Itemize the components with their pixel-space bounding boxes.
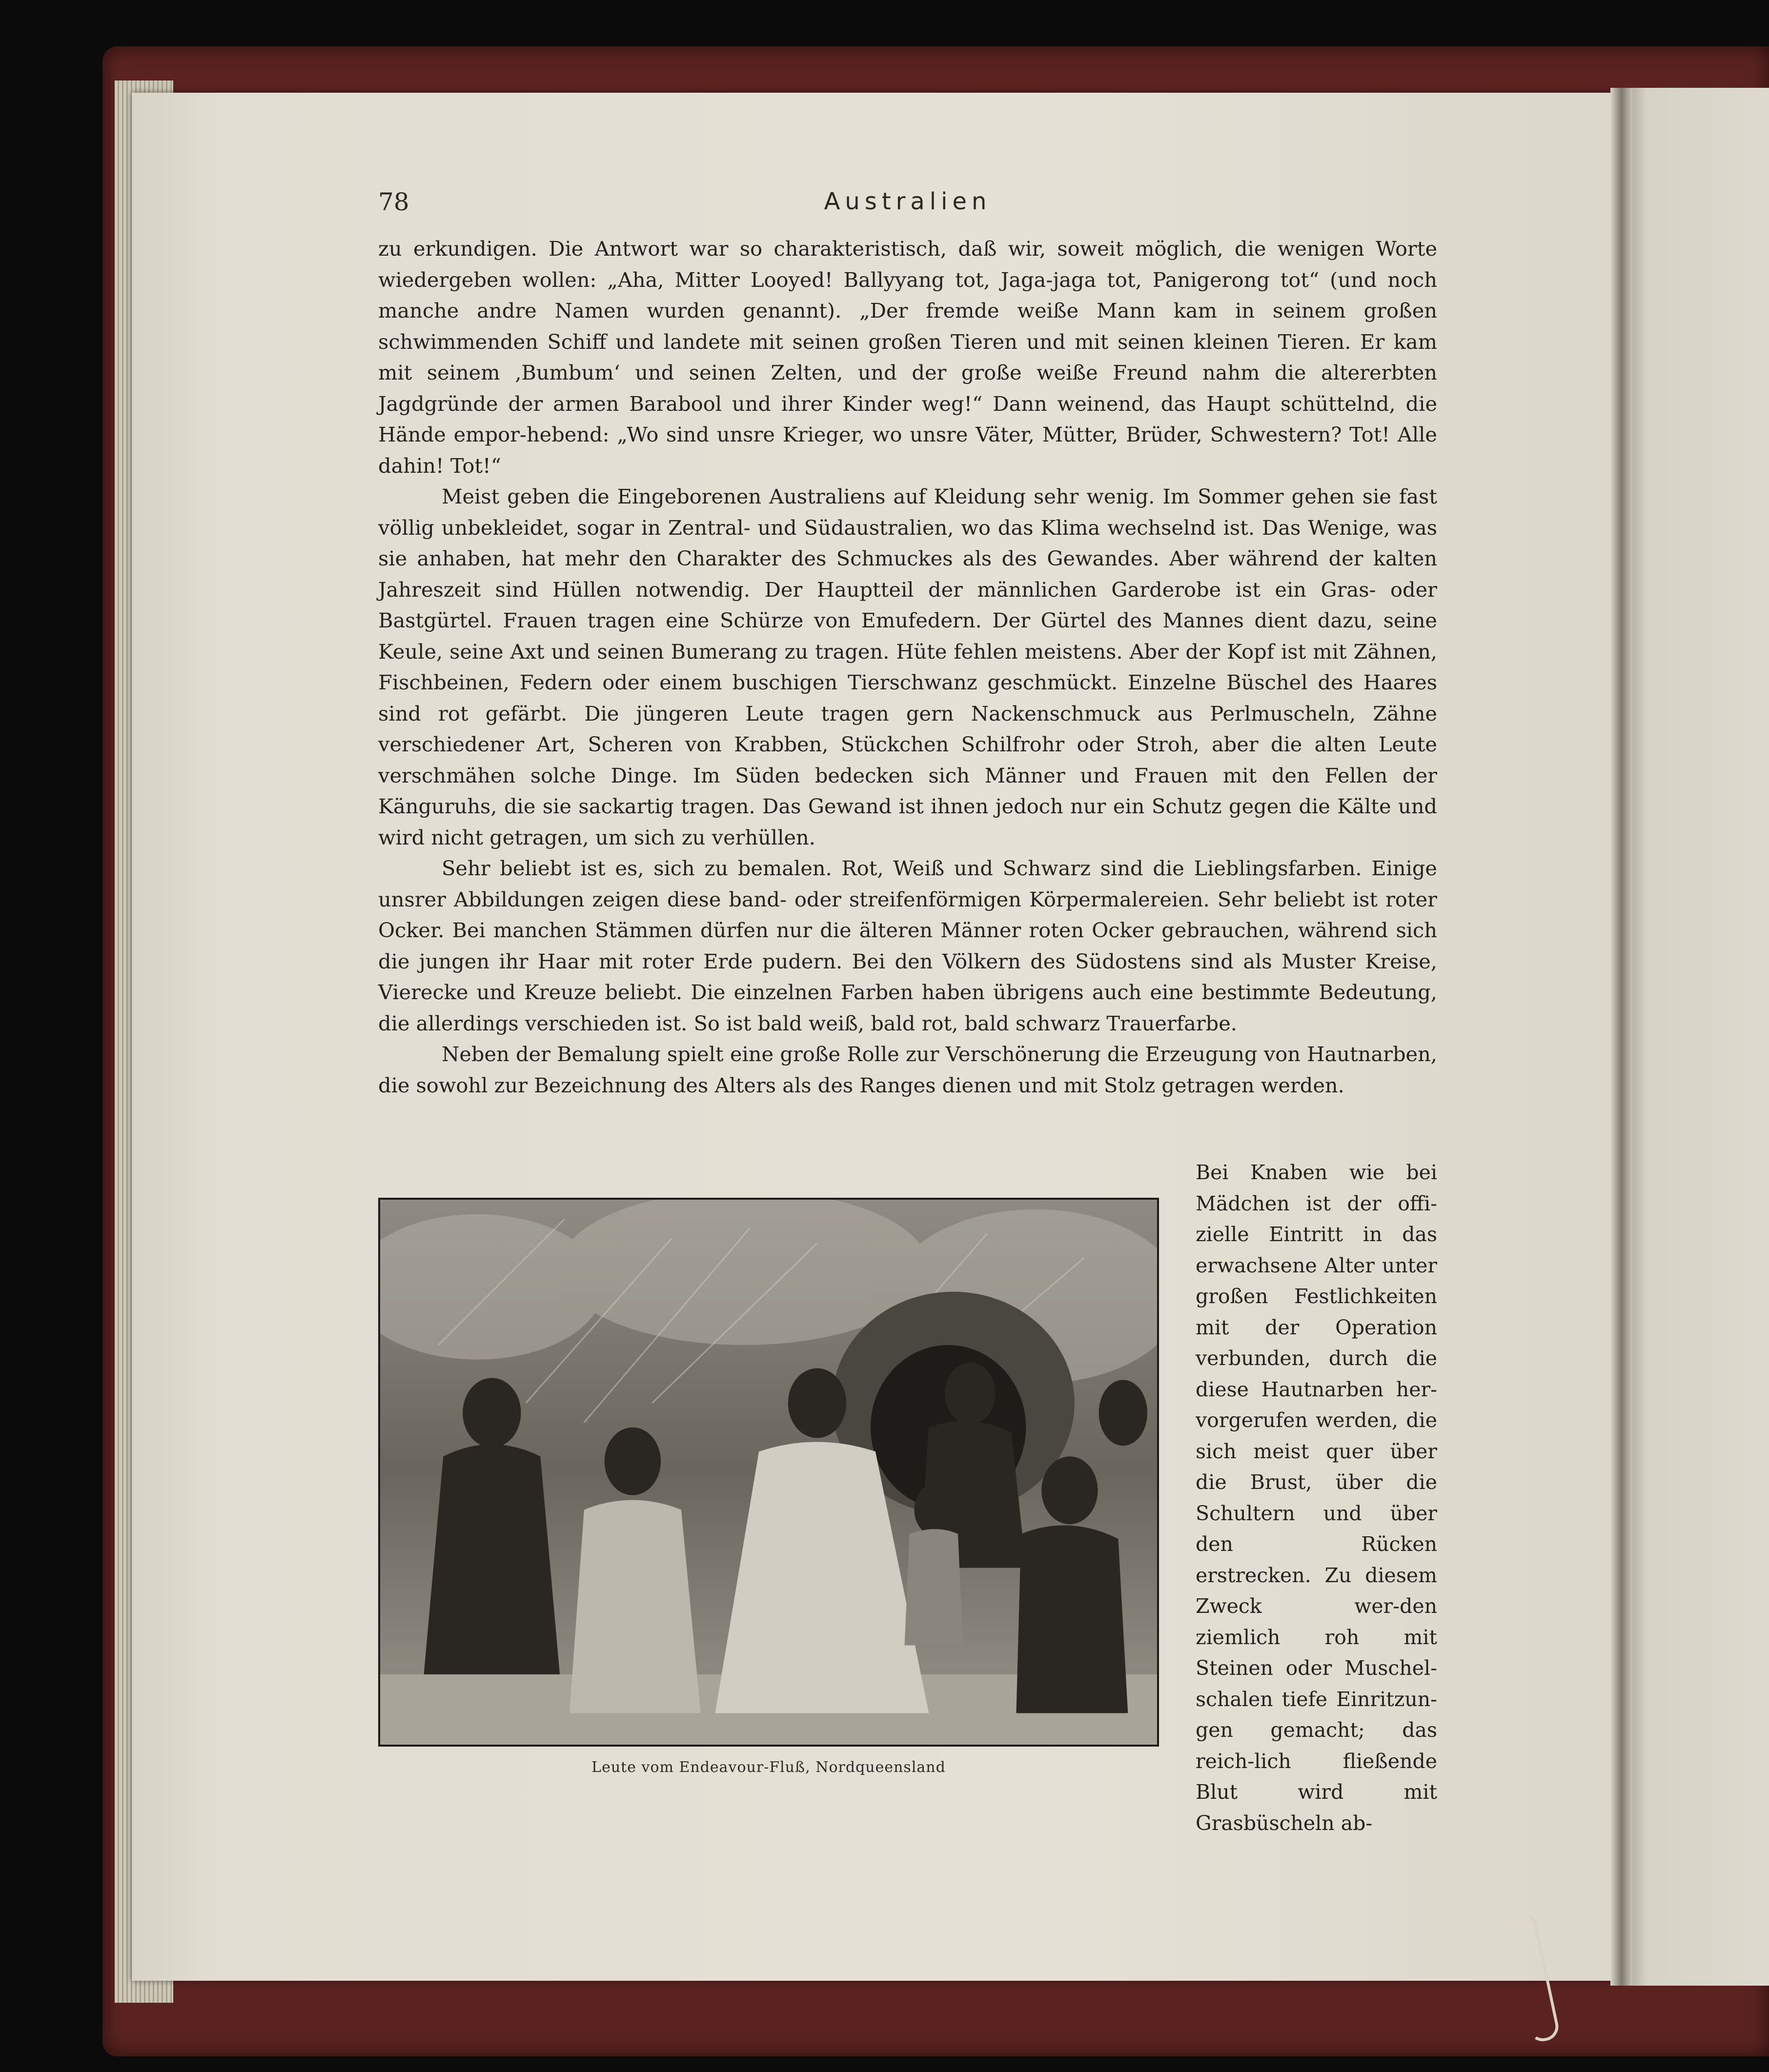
page-number: 78 xyxy=(378,188,409,216)
page-header xyxy=(378,188,1437,232)
figure-caption: Leute vom Endeavour-Fluß, Nordqueensland xyxy=(591,1759,946,1776)
paragraph-3: Sehr beliebt ist es, sich zu bemalen. Rot, Weiß und Schwarz sind die Lieblingsfarben. Einige unsrer Abbildungen zeigen diese band- oder streifenförmigen Körpermalereien. Sehr beliebt ist roter Ocker. Bei manchen Stämmen dürfen nur die älteren Männer roten Ocker gebrauchen, während sich die jungen ihr Haar mit roter Erde pudern. Bei den Völkern des Südostens sind als Muster Kreise, Vierecke und Kreuze beliebt. Die einzelnen Farben haben übrigens auch eine bestimmte Bedeutung, die allerdings verschieden ist. So ist bald weiß, bald rot, bald schwarz Trauerfarbe. xyxy=(378,856,1437,1035)
paragraph-1: zu erkundigen. Die Antwort war so charakteristisch, daß wir, soweit möglich, die wenigen Worte wiedergeben wollen: „Aha, Mitter Looyed! Ballyyang tot, Jaga-jaga tot, Panigerong tot“ (und noch manche andre Namen wurden genannt). „Der fremde weiße Mann kam in seinem großen schwimmenden Schiff und landete mit seinen großen Tieren und mit seinen kleinen Tieren. Er kam mit seinem ‚Bumbum‘ und seinen Zelten, und der große weiße Freund nahm die altererbten Jagdgründe der armen Barabool und ihrer Kinder weg!“ Dann weinend, das Haupt schüttelnd, die Hände empor-hebend: „Wo sind unsre Krieger, wo unsre Väter, Mütter, Brüder, Schwestern? Tot! Alle dahin! Tot!“ xyxy=(378,237,1437,478)
main-text xyxy=(378,233,1437,1101)
paragraph-2: Meist geben die Eingeborenen Australiens auf Kleidung sehr wenig. Im Sommer gehen sie fast völlig unbekleidet, sogar in Zentral- und Südaustralien, wo das Klima wechselnd ist. Das Wenige, was sie anhaben, hat mehr den Charakter des Schmuckes als des Gewandes. Aber während der kalten Jahreszeit sind Hüllen notwendig. Der Hauptteil der männlichen Garderobe ist ein Gras- oder Bastgürtel. Frauen tragen eine Schürze von Emufedern. Der Gürtel des Mannes dient dazu, seine Keule, seine Axt und seinen Bumerang zu tragen. Hüte fehlen meistens. Aber der Kopf ist mit Zähnen, Fischbeinen, Federn oder einem buschigen Tierschwanz geschmückt. Einzelne Büschel des Haares sind rot gefärbt. Die jüngeren Leute tragen gern Nackenschmuck aus Perlmuscheln, Zähne verschiedener Art, Scheren von Krabben, Stückchen Schilfrohr oder Stroh, aber die alten Leute verschmähen solche Dinge. Im Süden bedecken sich Männer und Frauen mit den Fellen der Känguruhs, die sie sackartig tragen. Das Gewand ist ihnen jedoch nur ein Schutz gegen die Kälte und wird nicht getragen, um sich zu verhüllen. xyxy=(378,484,1437,849)
running-head: Australien xyxy=(824,188,992,215)
facing-page xyxy=(1625,88,1769,1986)
side-column-text: Bei Knaben wie bei Mädchen ist der offi-zielle Eintritt in das erwachsene Alter unter großen Festlichkeiten mit der Operation verbunden, durch die diese Hautnarben her-vorgerufen werden, die sich meist quer über die Brust, über die Schultern und über den Rücken erstrecken. Zu diesem Zweck wer-den ziemlich roh mit Steinen oder Muschel-schalen tiefe Einritzun-gen gemacht; das reich-lich fließende Blut wird mit Grasbüscheln ab- xyxy=(1196,1161,1437,1835)
photo-figure xyxy=(378,1198,1159,1747)
paragraph-4: Neben der Bemalung spielt eine große Rolle zur Verschönerung die Erzeugung von Hautnarben, die sowohl zur Bezeichnung des Alters als des Ranges dienen und mit Stolz getragen werden. xyxy=(378,1042,1437,1097)
book-gutter xyxy=(1610,88,1632,1986)
photo-image xyxy=(380,1200,1157,1745)
